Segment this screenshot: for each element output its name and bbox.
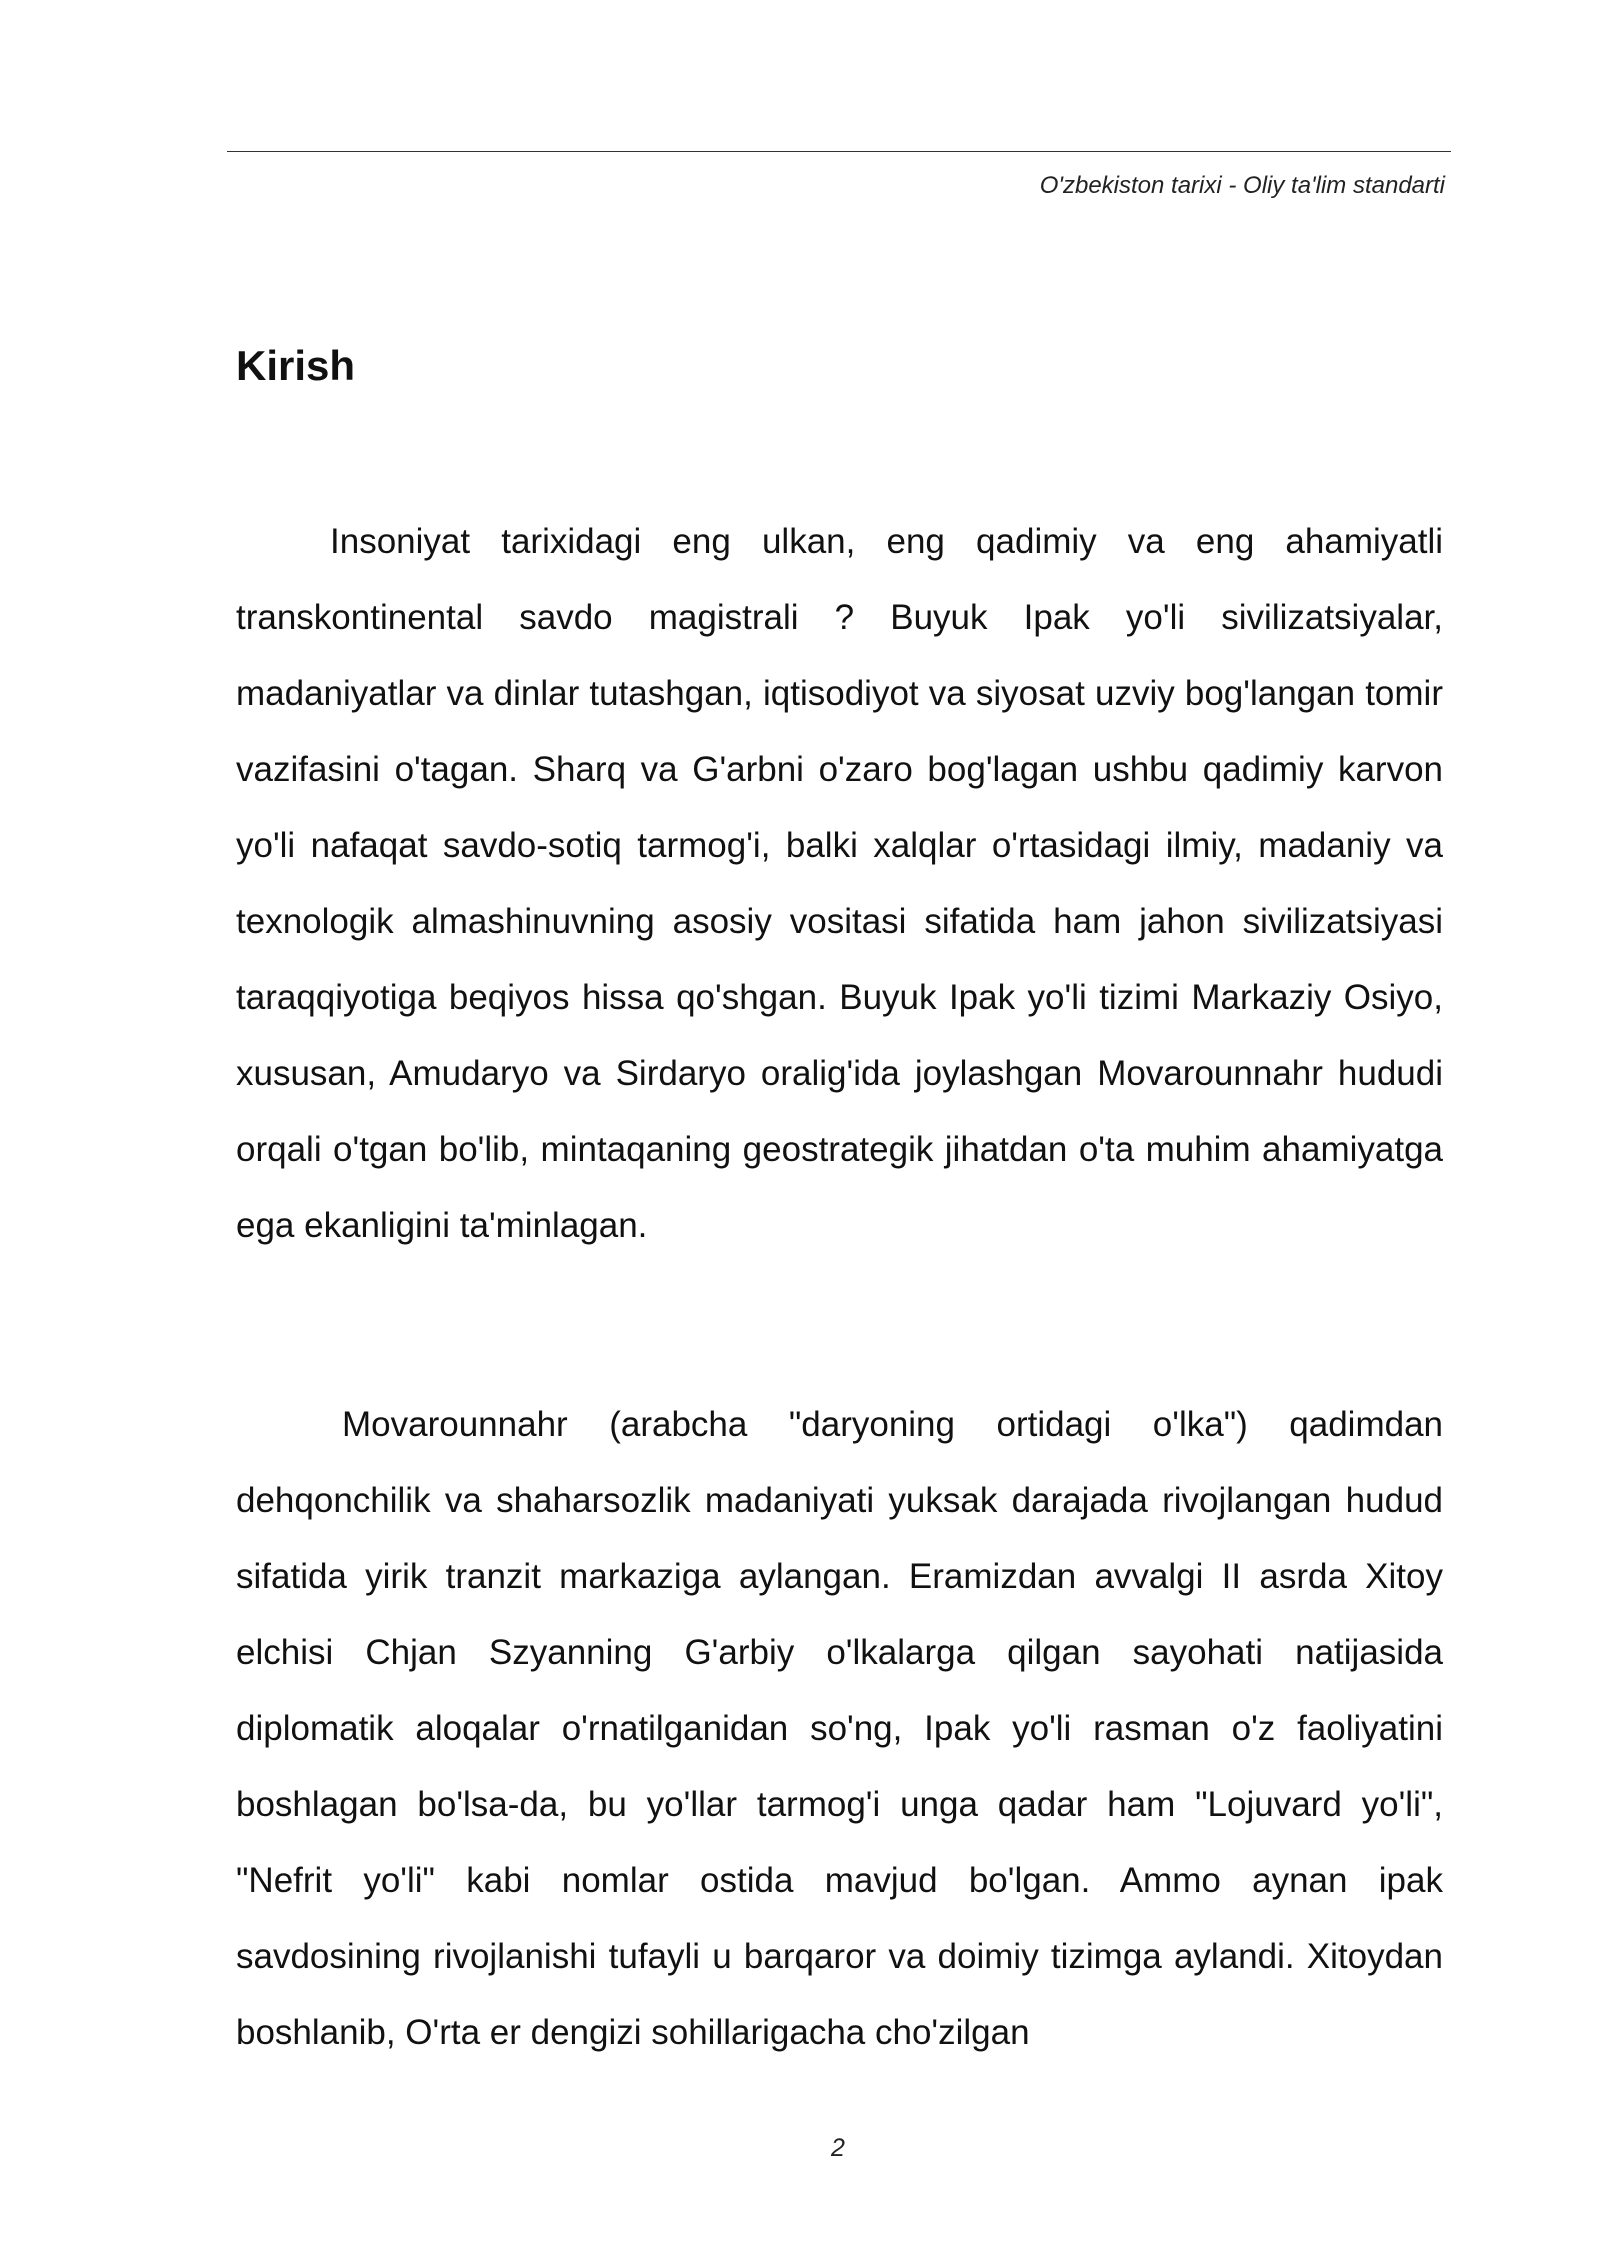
page-number: 2 (831, 2134, 845, 2162)
body-paragraph: Insoniyat tarixidagi eng ulkan, eng qadimiy va eng ahamiyatli transkontinental savdo magistrali ? Buyuk Ipak yo'li sivilizatsiyalar, madaniyatlar va dinlar tutashgan, iqtisodiyot va siyosat uzviy bog'langan tomir vazifasini o'tagan. Sharq va G'arbni o'zaro bog'lagan ushbu qadimiy karvon yo'li nafaqat savdo-sotiq tarmog'i, balki xalqlar o'rtasidagi ilmiy, madaniy va texnologik almashinuvning asosiy vositasi sifatida ham jahon sivilizatsiyasi taraqqiyotiga beqiyos hissa qo'shgan. Buyuk Ipak yo'li tizimi Markaziy Osiyo, xususan, Amudaryo va Sirdaryo oralig'ida joylashgan Movarounnahr hududi orqali o'tgan bo'lib, mintaqaning geostrategik jihatdan o'ta muhim ahamiyatga ega ekanligini ta'minlagan. (236, 522, 1443, 1245)
running-header: O'zbekiston tarixi - Oliy ta'lim standarti (1039, 172, 1445, 199)
section-title: Kirish (236, 342, 356, 389)
body-paragraph: Movarounnahr (arabcha "daryoning ortidagi o'lka") qadimdan dehqonchilik va shaharsozlik madaniyati yuksak darajada rivojlangan hudud sifatida yirik tranzit markaziga aylangan. Eramizdan avvalgi II asrda Xitoy elchisi Chjan Szyanning G'arbiy o'lkalarga qilgan sayohati natijasida diplomatik aloqalar o'rnatilganidan so'ng, Ipak yo'li rasman o'z faoliyatini boshlagan bo'lsa-da, bu yo'llar tarmog'i unga qadar ham "Lojuvard yo'li", "Nefrit yo'li" kabi nomlar ostida mavjud bo'lgan. Ammo aynan ipak savdosining rivojlanishi tufayli u barqaror va doimiy tizimga aylandi. Xitoydan boshlanib, O'rta er dengizi sohillarigacha cho'zilgan (236, 1405, 1443, 2052)
header-rule (227, 151, 1451, 152)
